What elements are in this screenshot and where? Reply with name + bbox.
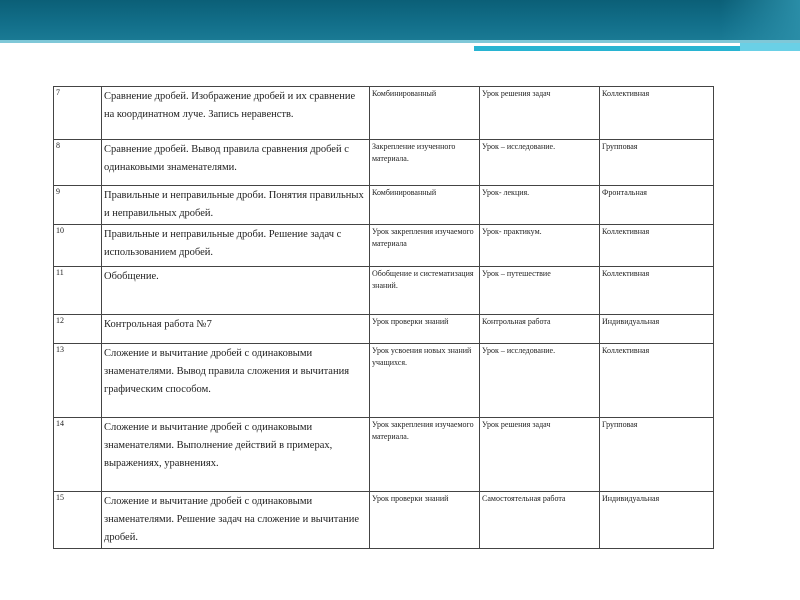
lesson-number: 12	[54, 315, 102, 344]
lesson-topic: Правильные и неправильные дроби. Понятия правильных и неправильных дробей.	[102, 186, 370, 225]
lesson-form: Урок- практикум.	[480, 225, 600, 267]
header-accent-bar-light	[740, 43, 800, 51]
lesson-topic: Сложение и вычитание дробей с одинаковыми знаменателями. Решение задач на сложение и вычитание дробей.	[102, 492, 370, 549]
work-organization: Индивидуальная	[600, 492, 714, 549]
table-row	[54, 267, 714, 315]
lesson-topic: Сравнение дробей. Вывод правила сравнения дробей с одинаковыми знаменателями.	[102, 140, 370, 186]
lesson-type: Урок усвоения новых знаний учащихся.	[370, 344, 480, 418]
lesson-form: Урок- лекция.	[480, 186, 600, 225]
lesson-form: Урок – путешествие	[480, 267, 600, 315]
lesson-type: Комбинированный	[370, 186, 480, 225]
table-row	[54, 87, 714, 140]
lesson-number: 10	[54, 225, 102, 267]
lesson-type: Урок закрепления изучаемого материала	[370, 225, 480, 267]
lesson-form: Урок – исследование.	[480, 344, 600, 418]
lesson-type: Комбинированный	[370, 87, 480, 140]
lesson-number: 7	[54, 87, 102, 140]
lesson-topic: Сложение и вычитание дробей с одинаковыми знаменателями. Вывод правила сложения и вычитания графическим способом.	[102, 344, 370, 418]
work-organization: Коллективная	[600, 225, 714, 267]
lesson-topic: Правильные и неправильные дроби. Решение задач с использованием дробей.	[102, 225, 370, 267]
lesson-number: 14	[54, 418, 102, 492]
lesson-topic: Сложение и вычитание дробей с одинаковыми знаменателями. Выполнение действий в примерах, выражениях, уравнениях.	[102, 418, 370, 492]
lesson-type: Урок закрепления изучаемого материала.	[370, 418, 480, 492]
lesson-form: Контрольная работа	[480, 315, 600, 344]
lesson-type: Закрепление изученного материала.	[370, 140, 480, 186]
lesson-type: Обобщение и систематизация знаний.	[370, 267, 480, 315]
header-band	[0, 0, 800, 40]
lesson-form: Самостоятельная работа	[480, 492, 600, 549]
lesson-plan-table	[53, 86, 714, 549]
work-organization: Групповая	[600, 418, 714, 492]
work-organization: Коллективная	[600, 344, 714, 418]
lesson-number: 15	[54, 492, 102, 549]
lesson-type: Урок проверки знаний	[370, 492, 480, 549]
work-organization: Коллективная	[600, 267, 714, 315]
lesson-form: Урок – исследование.	[480, 140, 600, 186]
lesson-number: 11	[54, 267, 102, 315]
work-organization: Индивидуальная	[600, 315, 714, 344]
lesson-topic: Контрольная работа №7	[102, 315, 370, 344]
lesson-number: 8	[54, 140, 102, 186]
lesson-number: 13	[54, 344, 102, 418]
table-row	[54, 344, 714, 418]
work-organization: Коллективная	[600, 87, 714, 140]
table-row	[54, 225, 714, 267]
lesson-topic: Сравнение дробей. Изображение дробей и их сравнение на координатном луче. Запись неравенств.	[102, 87, 370, 140]
work-organization: Фронтальная	[600, 186, 714, 225]
work-organization: Групповая	[600, 140, 714, 186]
table-row	[54, 140, 714, 186]
lesson-type: Урок проверки знаний	[370, 315, 480, 344]
lesson-form: Урок решения задач	[480, 87, 600, 140]
table-row	[54, 418, 714, 492]
table-row	[54, 315, 714, 344]
lesson-number: 9	[54, 186, 102, 225]
lesson-topic: Обобщение.	[102, 267, 370, 315]
lesson-form: Урок решения задач	[480, 418, 600, 492]
header-accent-line	[0, 40, 800, 43]
table-row	[54, 492, 714, 549]
table-row	[54, 186, 714, 225]
